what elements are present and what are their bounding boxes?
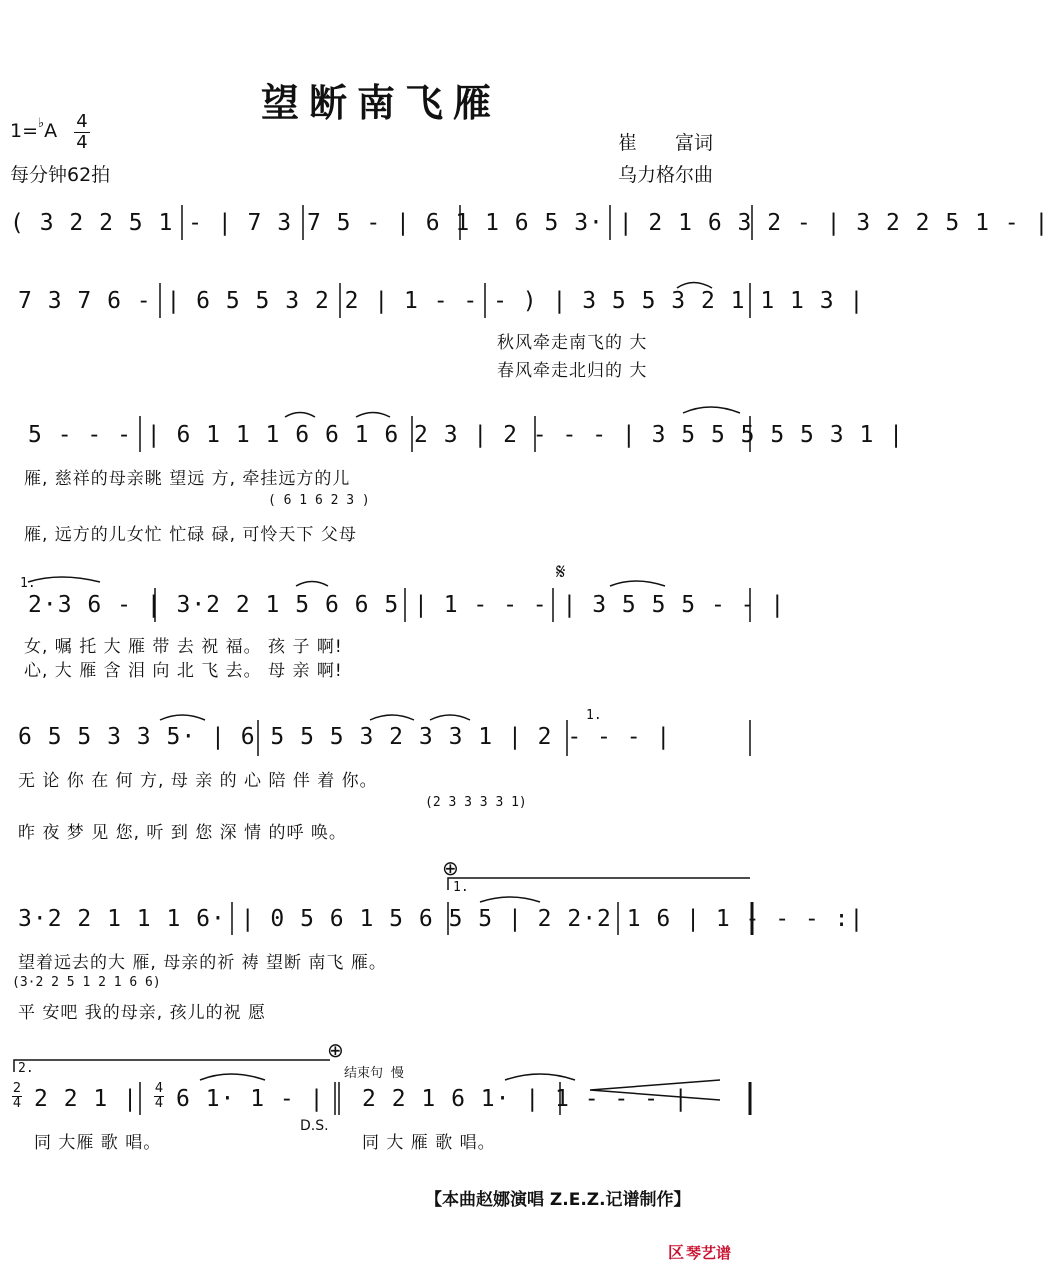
logo-mark: 区 [668,1243,685,1262]
notation-system-5: 6 5 5 3 3 5· | 6 5 5 5 3 2 3 3 1 | 2 - - - | [18,724,672,750]
flat-sign: ♭ [38,116,45,131]
notation-system-3: 5 - - - | 6 1 1 1 6 6 1 6 2 3 | 2 - - - | 3 5 5 5 5 5 3 1 | [28,422,904,448]
lyric-line-5b: 昨 夜 梦 见 您, 听 到 您 深 情 的呼 唤。 [18,823,347,843]
volta-mark-6: 1. [453,880,469,895]
lyric-line-3a: 雁, 慈祥的母亲眺 望远 方, 牵挂远方的儿 [24,469,351,489]
notation-system-4: 2·3 6 - | 3·2 2 1 5 6 6 5 | 1 - - - | 3 5 5 5 - - | [28,592,786,618]
notation-system-7b: 6 1· 1 - | [176,1086,325,1112]
lyric-line-2a: 秋风牵走南飞的 大 [497,333,648,353]
logo-text: 琴艺谱 [686,1244,732,1262]
volta-mark-5: 1. [586,708,602,723]
lyric-line-4b: 心, 大 雁 含 泪 向 北 飞 去。 母 亲 啊! [24,661,343,681]
volta-mark-4: 1. [20,576,36,591]
time-bottom: 4 [76,132,88,153]
time-b-top: 4 [154,1081,164,1096]
lyric-line-6a: 望着远去的大 雁, 母亲的祈 祷 望断 南飞 雁。 [18,953,387,973]
lyric-line-4a: 女, 嘱 托 大 雁 带 去 祝 福。 孩 子 啊! [24,637,343,657]
dal-segno-mark: D.S. [300,1118,329,1134]
time-top: 4 [76,111,88,132]
alt-notes-6: (3·2 2 5 1 2 1 6 6) [12,975,161,990]
coda-sign-6: ⊕ [442,856,459,880]
lyric-line-6b: 平 安吧 我的母亲, 孩儿的祝 愿 [18,1003,267,1023]
tempo-marking: 每分钟62拍 [10,164,111,186]
notation-system-7a: 2 2 1 | [34,1086,138,1112]
lyric-line-7b: 同 大 雁 歌 唱。 [362,1133,496,1153]
ending-instruction: 结束句 慢 [344,1066,404,1081]
time-a-bottom: 4 [12,1096,22,1111]
site-logo [668,1240,731,1263]
notation-system-7c: 2 2 1 6 1· | 1 - - - | [362,1086,689,1112]
volta-mark-7: 2. [18,1061,34,1076]
time-b-bottom: 4 [154,1096,164,1111]
segno-sign: 𝄋 [556,560,566,585]
time-signature-4-4 [154,1082,164,1111]
lyric-line-5a: 无 论 你 在 何 方, 母 亲 的 心 陪 伴 着 你。 [18,771,378,791]
time-signature-2-4 [12,1082,22,1111]
notation-system-2: 7 3 7 6 - | 6 5 5 3 2 2 | 1 - - - ) | 3 5 5 3 2 1 1 1 3 | [18,288,865,314]
page-title: 望断南飞雁 [260,81,501,125]
alt-notes-3: ( 6 1 6 2 3 ) [268,493,370,508]
lyric-line-2b: 春风牵走北归的 大 [497,361,648,381]
composer-credit: 乌力格尔曲 [618,164,714,186]
alt-notes-5: (2 3 3 3 3 1) [425,795,527,810]
coda-sign-7: ⊕ [327,1038,344,1062]
key-letter: A [44,120,58,142]
notation-system-1: ( 3 2 2 5 1 - | 7 3 7 5 - | 6 1 1 6 5 3· | 2 1 6 3 2 - | 3 2 2 5 1 - | [10,210,1049,236]
lyricist-credit: 崔 富词 [618,132,714,154]
arrangement-credit: 【本曲赵娜演唱 Z.E.Z.记谱制作】 [425,1190,691,1210]
key-prefix: 1= [10,120,39,142]
lyric-line-7a: 同 大雁 歌 唱。 [34,1133,162,1153]
notation-system-6: 3·2 2 1 1 1 6· | 0 5 6 1 5 6 5 5 | 2 2·2 1 6 | 1 - - - :| [18,906,865,932]
time-a-top: 2 [12,1081,22,1096]
lyric-line-3b: 雁, 远方的儿女忙 忙碌 碌, 可怜天下 父母 [24,525,357,545]
